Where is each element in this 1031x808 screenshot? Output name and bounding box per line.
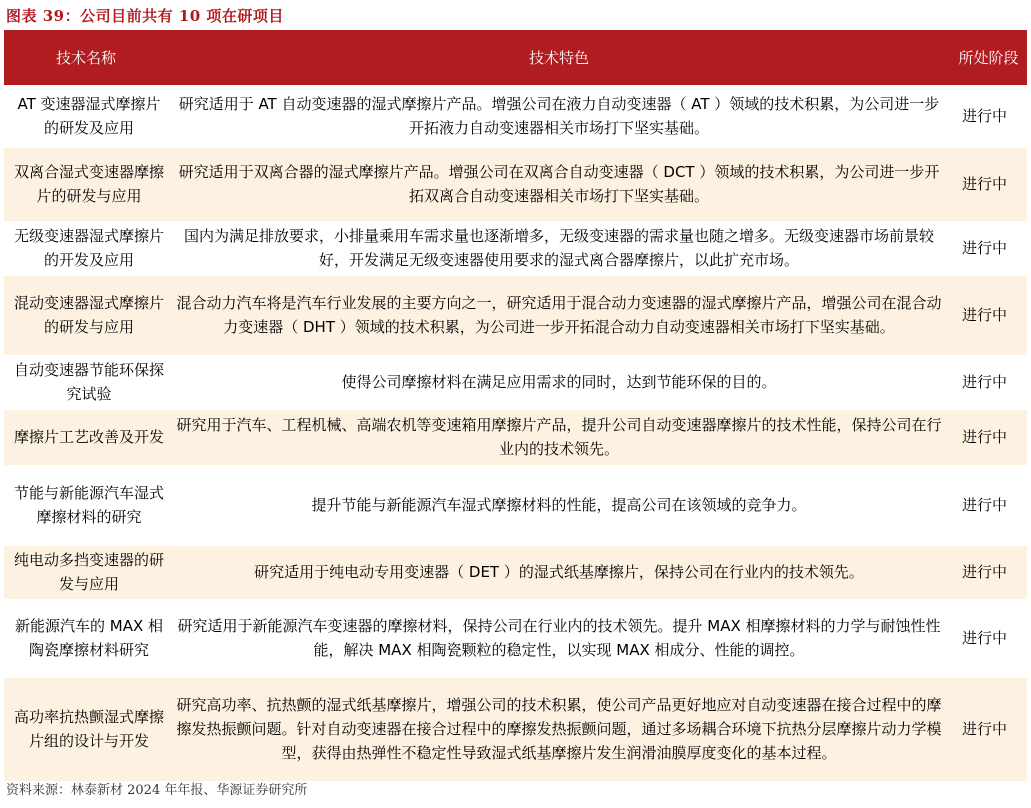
tech-feature-cell: 研究适用于双离合器的湿式摩擦片产品。增强公司在双离合自动变速器（ DCT ）领域的技术积累，为公司进一步开拓双离合自动变速器相关市场打下坚实基础。 <box>168 147 950 221</box>
table-row <box>4 465 1027 545</box>
stage-cell: 进行中 <box>950 221 1027 275</box>
stage-cell: 进行中 <box>950 355 1027 409</box>
table-row <box>4 677 1027 781</box>
tech-name-cell: 无级变速器湿式摩擦片的开发及应用 <box>4 221 168 275</box>
table-row <box>4 221 1027 275</box>
header-stage: 所处阶段 <box>950 30 1027 85</box>
table-row <box>4 599 1027 677</box>
tech-name-cell: 自动变速器节能环保探究试验 <box>4 355 168 409</box>
stage-cell: 进行中 <box>950 275 1027 355</box>
table-row <box>4 147 1027 221</box>
stage-cell: 进行中 <box>950 147 1027 221</box>
stage-cell: 进行中 <box>950 409 1027 465</box>
source-note: 资料来源：林泰新材 2024 年年报、华源证券研究所 <box>6 783 308 798</box>
tech-name-cell: 新能源汽车的 MAX 相陶瓷摩擦材料研究 <box>4 599 168 677</box>
header-tech-name: 技术名称 <box>4 30 168 85</box>
table-row <box>4 545 1027 599</box>
research-projects-table <box>4 30 1027 782</box>
tech-name-cell: 纯电动多挡变速器的研发与应用 <box>4 545 168 599</box>
stage-cell: 进行中 <box>950 465 1027 545</box>
tech-feature-cell: 研究高功率、抗热颤的湿式纸基摩擦片，增强公司的技术积累，使公司产品更好地应对自动变速器在接合过程中的摩擦发热振颤问题。针对自动变速器在接合过程中的摩擦发热振颤问题，通过多场耦合环境下抗热分层摩擦片动力学模型，获得由热弹性不稳定性导致湿式纸基摩擦片发生润滑油膜厚度变化的基本过程。 <box>168 677 950 781</box>
tech-name-cell: 节能与新能源汽车湿式摩擦材料的研究 <box>4 465 168 545</box>
table-row <box>4 275 1027 355</box>
tech-feature-cell: 研究用于汽车、工程机械、高端农机等变速箱用摩擦片产品，提升公司自动变速器摩擦片的技术性能，保持公司在行业内的技术领先。 <box>168 409 950 465</box>
tech-name-cell: 摩擦片工艺改善及开发 <box>4 409 168 465</box>
tech-feature-cell: 研究适用于纯电动专用变速器（ DET ）的湿式纸基摩擦片，保持公司在行业内的技术领先。 <box>168 545 950 599</box>
tech-feature-cell: 研究适用于 AT 自动变速器的湿式摩擦片产品。增强公司在液力自动变速器（ AT ）领域的技术积累，为公司进一步开拓液力自动变速器相关市场打下坚实基础。 <box>168 85 950 147</box>
stage-cell: 进行中 <box>950 599 1027 677</box>
tech-name-cell: 双离合湿式变速器摩擦片的研发与应用 <box>4 147 168 221</box>
tech-feature-cell: 提升节能与新能源汽车湿式摩擦材料的性能，提高公司在该领域的竞争力。 <box>168 465 950 545</box>
tech-feature-cell: 国内为满足排放要求，小排量乘用车需求量也逐渐增多，无级变速器的需求量也随之增多。无级变速器市场前景较好，开发满足无级变速器使用要求的湿式离合器摩擦片，以此扩充市场。 <box>168 221 950 275</box>
table-row <box>4 355 1027 409</box>
tech-feature-cell: 研究适用于新能源汽车变速器的摩擦材料，保持公司在行业内的技术领先。提升 MAX 相摩擦材料的力学与耐蚀性性能，解决 MAX 相陶瓷颗粒的稳定性，以实现 MAX 相成分、性能的调控。 <box>168 599 950 677</box>
stage-cell: 进行中 <box>950 545 1027 599</box>
table-row <box>4 409 1027 465</box>
tech-name-cell: 混动变速器湿式摩擦片的研发与应用 <box>4 275 168 355</box>
table-row <box>4 85 1027 147</box>
stage-cell: 进行中 <box>950 85 1027 147</box>
tech-name-cell: AT 变速器湿式摩擦片的研发及应用 <box>4 85 168 147</box>
stage-cell: 进行中 <box>950 677 1027 781</box>
tech-feature-cell: 使得公司摩擦材料在满足应用需求的同时，达到节能环保的目的。 <box>168 355 950 409</box>
header-tech-feature: 技术特色 <box>168 30 950 85</box>
tech-name-cell: 高功率抗热颤湿式摩擦片组的设计与开发 <box>4 677 168 781</box>
figure-title: 图表 39：公司目前共有 10 项在研项目 <box>6 7 284 25</box>
tech-feature-cell: 混合动力汽车将是汽车行业发展的主要方向之一，研究适用于混合动力变速器的湿式摩擦片产品，增强公司在混合动力变速器（ DHT ）领域的技术积累，为公司进一步开拓混合动力自动变速器相关市场打下坚实基础。 <box>168 275 950 355</box>
table-header-row <box>4 30 1027 85</box>
